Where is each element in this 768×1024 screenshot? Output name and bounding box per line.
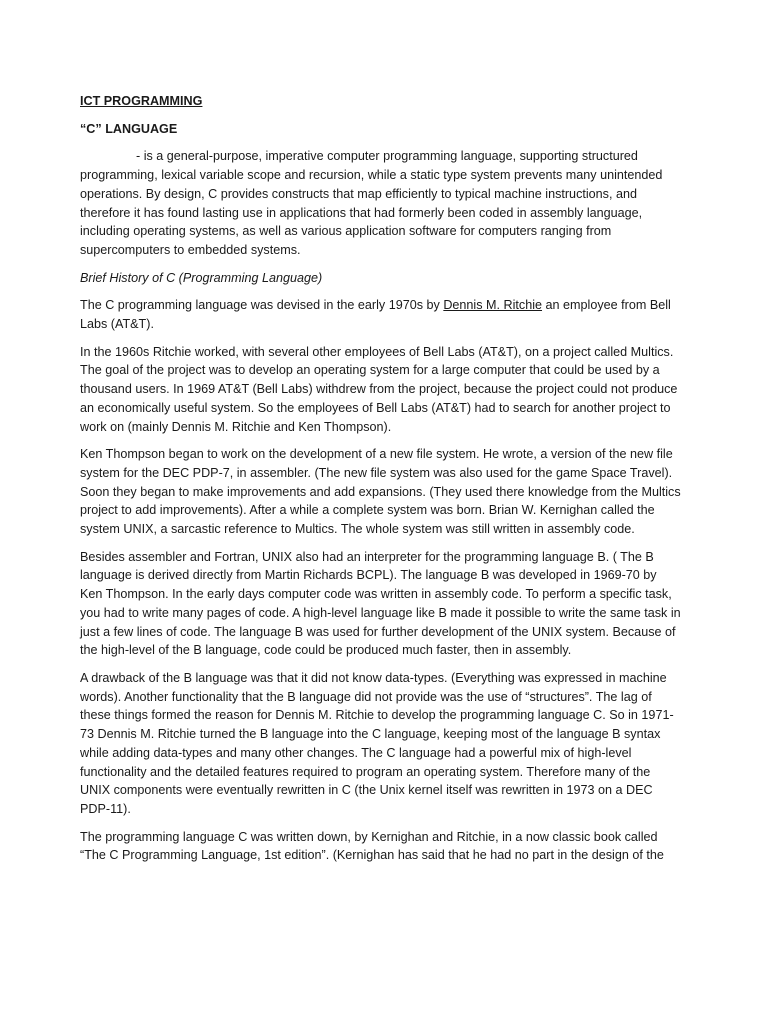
paragraph-6: The programming language C was written down, by Kernighan and Ritchie, in a now classic book called “The C Programming Language, 1st edition”. (Kernighan has said that he had no part in the design of the [80, 829, 664, 863]
paragraph-1-after: an employee from Bell Labs (AT&T). [80, 298, 671, 332]
paragraph-1-before: The C programming language was devised in the early 1970s by [80, 298, 444, 313]
paragraph-2: In the 1960s Ritchie worked, with several other employees of Bell Labs (AT&T), on a project called Multics. The goal of the project was to develop an operating system for a large computer that could be used by a thousand users. In 1969 AT&T (Bell Labs) withdrew from the project, because the project could not produce an economically useful system. So the employees of Bell Labs (AT&T) had to search for another project to work on (mainly Dennis M. Ritchie and Ken Thompson). [80, 344, 678, 434]
dennis-ritchie-link[interactable]: Dennis M. Ritchie [443, 298, 543, 313]
paragraph-1 [80, 296, 682, 333]
paragraph-4: Besides assembler and Fortran, UNIX also had an interpreter for the programming language B. ( The B language is derived directly from Martin Richards BCPL). The language B was developed in 1969-70 by Ken Thompson. In the early days computer code was written in assembly code. To perform a specific task, you had to write many pages of code. A high-level language like B made it possible to write the same task in just a few lines of code. The language B was used for further development of the UNIX system. Because of the high-level of the B language, code could be produced much faster, then in assembly. [80, 549, 681, 658]
paragraph-5: A drawback of the B language was that it did not know data-types. (Everything was expressed in machine words). Another functionality that the B language did not provide was the use of “structures”. The lag of these things formed the reason for Dennis M. Ritchie to develop the programming language C. So in 1971-73 Dennis M. Ritchie turned the B language into the C language, keeping most of the language B syntax while adding data-types and many other changes. The C language had a powerful mix of high-level functionality and the detailed features required to program an operating system. Therefore many of the UNIX components were eventually rewritten in C (the Unix kernel itself was rewritten in 1973 on a DEC PDP-11). [80, 670, 674, 816]
history-heading: Brief History of C (Programming Language) [80, 270, 323, 285]
document-title: ICT PROGRAMMING [80, 94, 203, 108]
document-subtitle: “C” LANGUAGE [80, 121, 178, 136]
intro-paragraph: - is a general-purpose, imperative computer programming language, supporting structured programming, lexical variable scope and recursion, while a static type system prevents many unintended operations. By design, C provides constructs that map efficiently to typical machine instructions, and therefore it has found lasting use in applications that had formerly been coded in assembly language, including operating systems, as well as various application software for computers ranging from supercomputers to embedded systems. [80, 149, 663, 257]
paragraph-3: Ken Thompson began to work on the development of a new file system. He wrote, a version of the new file system for the DEC PDP-7, in assembler. (The new file system was also used for the game Space Travel). Soon they began to make improvements and add expansions. (They used there knowledge from the Multics project to add improvements). After a while a complete system was born. Brian W. Kernighan called the system UNIX, a sarcastic reference to Multics. The whole system was still written in assembly code. [80, 447, 681, 537]
document-body [80, 92, 682, 874]
